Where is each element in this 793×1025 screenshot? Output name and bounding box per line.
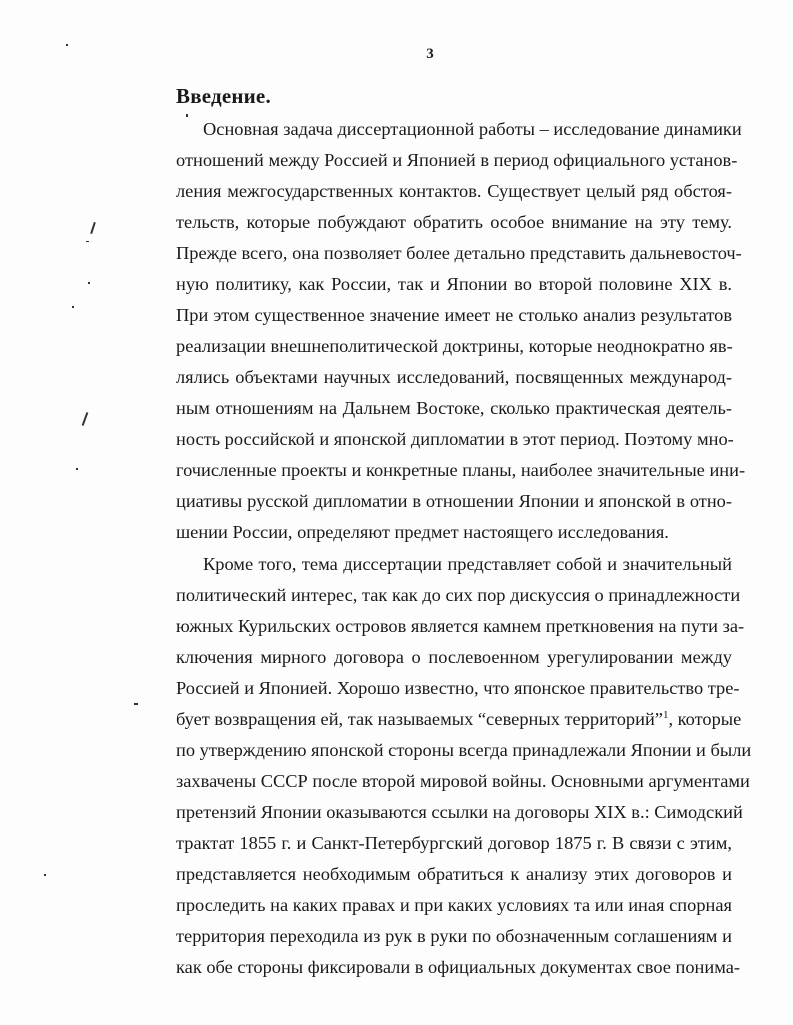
text-line: шении России, определяют предмет настоящего исследования.: [176, 522, 669, 542]
text-line: Основная задача диссертационной работы – исследование динамики: [203, 119, 742, 139]
text-line: Кроме того, тема диссертации представляет собой и значительный: [203, 554, 732, 574]
text-line: лялись объектами научных исследований, посвященных международ-: [176, 367, 732, 387]
text-line: проследить на каких правах и при каких условиях та или иная спорная: [176, 895, 732, 915]
scan-speck: [88, 282, 90, 284]
text-line: Россией и Японией. Хорошо известно, что японское правительство тре-: [176, 678, 740, 698]
text-line: реализации внешнеполитической доктрины, которые неоднократно яв-: [176, 336, 733, 356]
text-line: ную политику, как России, так и Японии во второй половине XIX в.: [176, 274, 732, 294]
text-line: претензий Японии оказываются ссылки на договоры XIX в.: Симодский: [176, 802, 743, 822]
scan-speck: [86, 241, 89, 242]
scan-speck: [44, 874, 46, 876]
text-line-with-footnote: [176, 707, 742, 731]
text-line: При этом существенное значение имеет не столько анализ результатов: [176, 305, 732, 325]
scan-speck: [134, 703, 138, 705]
text-line: ным отношениям на Дальнем Востоке, сколько практическая деятель-: [176, 398, 732, 418]
text-line: ность российской и японской дипломатии в этот период. Поэтому мно-: [176, 429, 734, 449]
text-line: представляется необходимым обратиться к анализу этих договоров и: [176, 864, 732, 884]
text-line: циативы русской дипломатии в отношении Японии и японской в отно-: [176, 491, 732, 511]
text-line: как обе стороны фиксировали в официальных документах свое понима-: [176, 957, 741, 977]
text-segment: бует возвращения ей, так называемых “северных территорий”: [176, 709, 663, 729]
text-line: тельств, которые побуждают обратить особое внимание на эту тему.: [176, 212, 732, 232]
text-line: Прежде всего, она позволяет более детально представить дальневосточ-: [176, 243, 742, 263]
text-line: захвачены СССР после второй мировой войны. Основными аргументами: [176, 771, 750, 791]
text-line: ключения мирного договора о послевоенном урегулировании между: [176, 647, 732, 667]
page-number: 3: [426, 46, 434, 62]
scan-speck: [90, 222, 96, 234]
scan-speck: [186, 114, 188, 117]
footnote-marker[interactable]: 1: [662, 709, 669, 721]
section-heading: Введение.: [176, 84, 271, 108]
text-line: отношений между Россией и Японией в период официального установ-: [176, 150, 738, 170]
scan-speck: [76, 468, 78, 470]
text-line: по утверждению японской стороны всегда принадлежали Японии и были: [176, 740, 752, 760]
text-line: политический интерес, так как до сих пор дискуссия о принадлежности: [176, 585, 741, 605]
scan-speck: [72, 306, 74, 308]
text-line: территория переходила из рук в руки по обозначенным соглашениям и: [176, 926, 732, 946]
scan-speck: [82, 412, 89, 426]
text-line: ления межгосударственных контактов. Существует целый ряд обстоя-: [176, 181, 732, 201]
scan-speck: [66, 44, 68, 46]
text-line: трактат 1855 г. и Санкт-Петербургский договор 1875 г. В связи с этим,: [176, 833, 732, 853]
text-line: гочисленные проекты и конкретные планы, наиболее значительные ини-: [176, 460, 746, 480]
text-segment: , которые: [668, 709, 742, 729]
text-line: южных Курильских островов является камнем преткновения на пути за-: [176, 616, 745, 636]
